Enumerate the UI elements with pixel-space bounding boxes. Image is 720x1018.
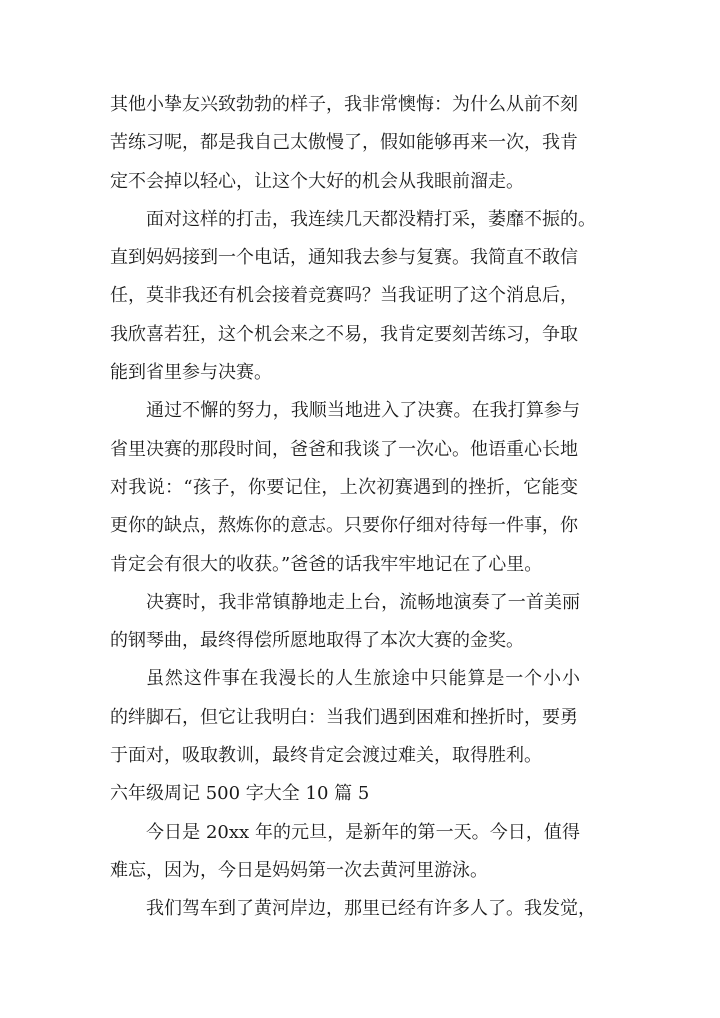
- text-line: 我欣喜若狂，这个机会来之不易，我肯定要刻苦练习，争取: [110, 323, 578, 345]
- text-line: 的钢琴曲，最终得偿所愿地取得了本次大赛的金奖。: [110, 630, 524, 652]
- text-line: 难忘，因为，今日是妈妈第一次去黄河里游泳。: [110, 859, 488, 881]
- text-line: 通过不懈的努力，我顺当地进入了决赛。在我打算参与: [146, 400, 580, 422]
- text-line: 我们驾车到了黄河岸边，那里已经有许多人了。我发觉，: [146, 898, 596, 920]
- text-line: 其他小挚友兴致勃勃的样子，我非常懊悔：为什么从前不刻: [110, 94, 578, 115]
- text-line: 更你的缺点，熬炼你的意志。只要你仔细对待每一件事，你: [110, 515, 578, 537]
- document-body: [110, 86, 596, 929]
- text-line: 于面对，吸取教训，最终肯定会渡过难关，取得胜利。: [110, 745, 542, 767]
- text-line: 对我说：“孩子，你要记住，上次初赛遇到的挫折，它能变: [110, 476, 578, 498]
- section-heading: 六年级周记 500 字大全 10 篇 5: [110, 783, 370, 805]
- text-line: 虽然这件事在我漫长的人生旅途中只能算是一个小小: [146, 668, 580, 690]
- text-line: 肯定会有很大的收获。”爸爸的话我牢牢地记在了心里。: [110, 553, 543, 575]
- text-line: 能到省里参与决赛。: [110, 362, 272, 384]
- text-line: 面对这样的打击，我连续几天都没精打采，萎靡不振的。: [146, 208, 596, 230]
- text-line: 直到妈妈接到一个电话，通知我去参与复赛。我简直不敢信: [110, 247, 578, 269]
- text-line: 任，莫非我还有机会接着竞赛吗？当我证明了这个消息后，: [110, 285, 578, 307]
- text-line: 今日是 20xx 年的元旦，是新年的第一天。今日，值得: [146, 821, 580, 843]
- text-line: 苦练习呢，都是我自己太傲慢了，假如能够再来一次，我肯: [110, 132, 578, 154]
- text-line: 省里决赛的那段时间，爸爸和我谈了一次心。他语重心长地: [110, 438, 578, 460]
- text-line: 决赛时，我非常镇静地走上台，流畅地演奏了一首美丽: [146, 591, 580, 613]
- text-line: 的绊脚石，但它让我明白：当我们遇到困难和挫折时，要勇: [110, 706, 578, 728]
- text-line: 定不会掉以轻心，让这个大好的机会从我眼前溜走。: [110, 170, 524, 192]
